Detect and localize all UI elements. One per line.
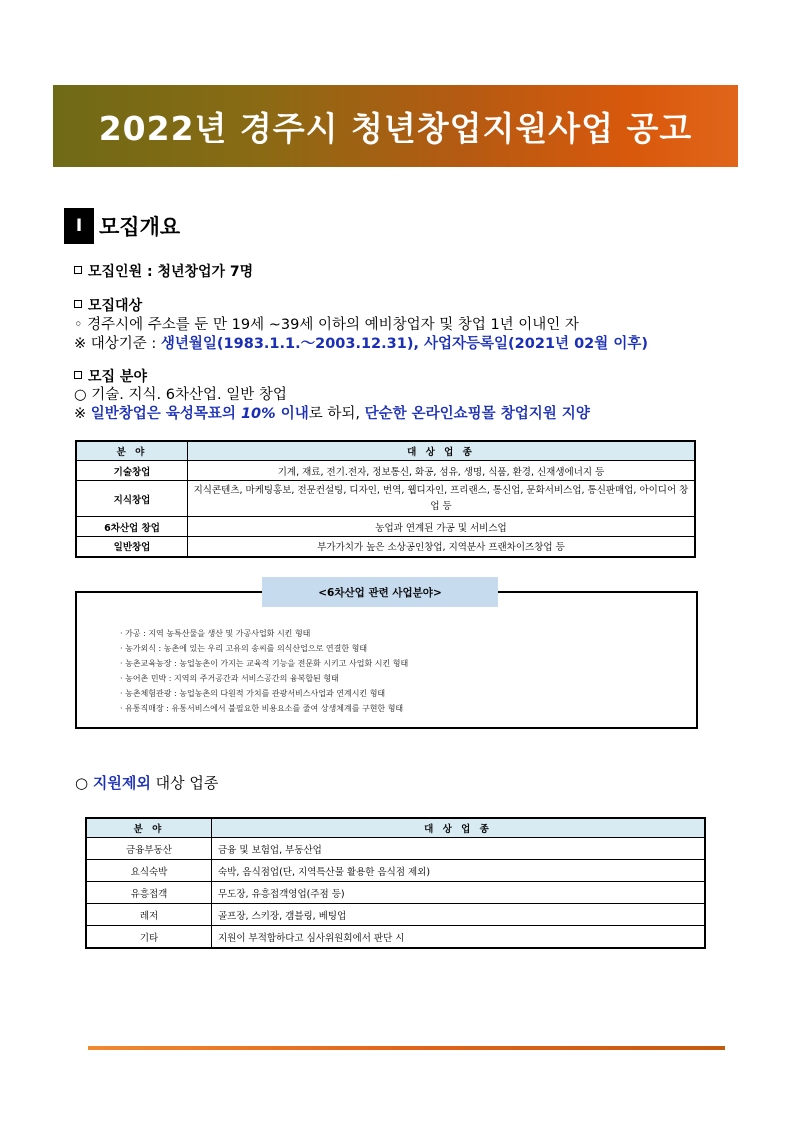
recruit-count-text: 모집인원 : 청년창업가 7명 [88,264,254,280]
list-item: · 농가외식 : 농촌에 있는 우리 고유의 송씨를 의식산업으로 연결한 형태 [120,644,368,653]
table-cell-desc: 농업과 연계된 가공 및 서비스업 [188,517,696,537]
table-row [86,838,705,860]
table-row [86,860,705,882]
table-header-row [76,441,695,461]
field-note-part-1: 일반창업은 육성목표의 [90,406,241,422]
table-cell-field: 요식숙박 [86,860,212,882]
field-line-1: ○ 기술. 지식. 6차산업. 일반 창업 [74,387,287,403]
target-line-1: ◦ 경주시에 주소를 둔 만 19세 ~39세 이하의 예비창업자 및 창업 1년 이내인 자 [74,317,579,333]
table-row [76,537,695,557]
table-cell-field: 금융부동산 [86,838,212,860]
target-heading [74,295,142,315]
table-cell-field: 레저 [86,904,212,926]
list-item: · 가공 : 지역 농특산물을 생산 및 가공사업화 시킨 형태 [120,629,311,638]
recruit-field-table [75,440,696,558]
table-cell-desc: 숙박, 음식점업(단, 지역특산물 활용한 음식점 제외) [212,860,706,882]
square-bullet-icon [74,300,82,308]
circle-bullet: ○ [75,774,93,792]
table-cell-desc: 기계, 재료, 전기.전자, 정보통신, 화공, 섬유, 생명, 식품, 환경, 신재생에너지 등 [188,461,696,481]
excluded-industries-table [85,817,706,949]
page-title: 2022년 경주시 청년창업지원사업 공고 [98,108,693,148]
field-note-part-3: 로 하되, [308,406,365,422]
target-criteria-label: ※ 대상기준 : [74,336,161,352]
table-row [76,461,695,481]
table-row [86,882,705,904]
table-cell-field: 6차산업 창업 [76,517,188,537]
target-heading-text: 모집대상 [88,298,143,314]
table-cell-desc: 골프장, 스키장, 갬블링, 베팅업 [212,904,706,926]
square-bullet-icon [74,371,82,379]
table-cell-field: 유흥접객 [86,882,212,904]
table-header-desc: 대 상 업 종 [188,441,696,461]
table-header-desc: 대 상 업 종 [212,818,706,838]
table-cell-desc: 금융 및 보험업, 부동산업 [212,838,706,860]
list-item: · 농어촌 민박 : 지역의 주거공간과 서비스공간의 융복합된 형태 [120,674,339,683]
table-cell-field: 일반창업 [76,537,188,557]
table-row [76,481,695,517]
table-cell-desc: 지식콘텐츠, 마케팅홍보, 전문컨설팅, 디자인, 번역, 웹디자인, 프리랜스, 통신업, 문화서비스업, 통신판매업, 아이디어 창업 등 [188,481,696,517]
square-bullet-icon [74,266,82,274]
table-row [86,926,705,949]
target-criteria-value: 생년월일(1983.1.1.～2003.12.31), 사업자등록일(2021년 02월 이후) [160,336,648,352]
section-title: 모집개요 [99,215,181,239]
recruit-count [74,261,253,281]
table-header-row [86,818,705,838]
field-note-mark: ※ [74,406,91,422]
field-line-2 [74,402,590,423]
section-number-badge: Ⅰ [64,208,94,244]
table-cell-desc: 지원이 부적합하다고 심사위원회에서 판단 시 [212,926,706,949]
field-note-percent: 10% [240,406,276,422]
exclude-heading [75,772,218,793]
exclude-heading-highlight: 지원제외 [92,774,151,792]
table-cell-desc: 부가가치가 높은 소상공인창업, 지역분사 프랜차이즈창업 등 [188,537,696,557]
list-item: · 농촌체험관광 : 농업농촌의 다원적 가치를 관광서비스사업과 연계시킨 형태 [120,689,386,698]
table-header-field: 분 야 [76,441,188,461]
list-item: · 농촌교육농장 : 농업농촌이 가지는 교육적 기능을 전문화 시키고 사업화 시킨 형태 [120,659,409,668]
table-row [76,517,695,537]
footer-divider [88,1046,725,1050]
target-line-2 [74,332,648,353]
table-cell-field: 기타 [86,926,212,949]
field-note-part-4: 단순한 온라인쇼핑몰 창업지원 지양 [364,406,590,422]
table-cell-field: 기술창업 [76,461,188,481]
six-industry-box-title: <6차산업 관련 사업분야> [262,577,498,607]
field-note-part-2: 이내 [275,406,309,422]
table-header-field: 분 야 [86,818,212,838]
exclude-heading-rest: 대상 업종 [150,774,219,792]
field-heading-text: 모집 분야 [88,369,147,385]
table-cell-field: 지식창업 [76,481,188,517]
table-row [86,904,705,926]
table-cell-desc: 무도장, 유흥접객영업(주점 등) [212,882,706,904]
list-item: · 유통직매장 : 유통서비스에서 불필요한 비용요소를 줄여 상생체계를 구현한 형태 [120,704,404,713]
